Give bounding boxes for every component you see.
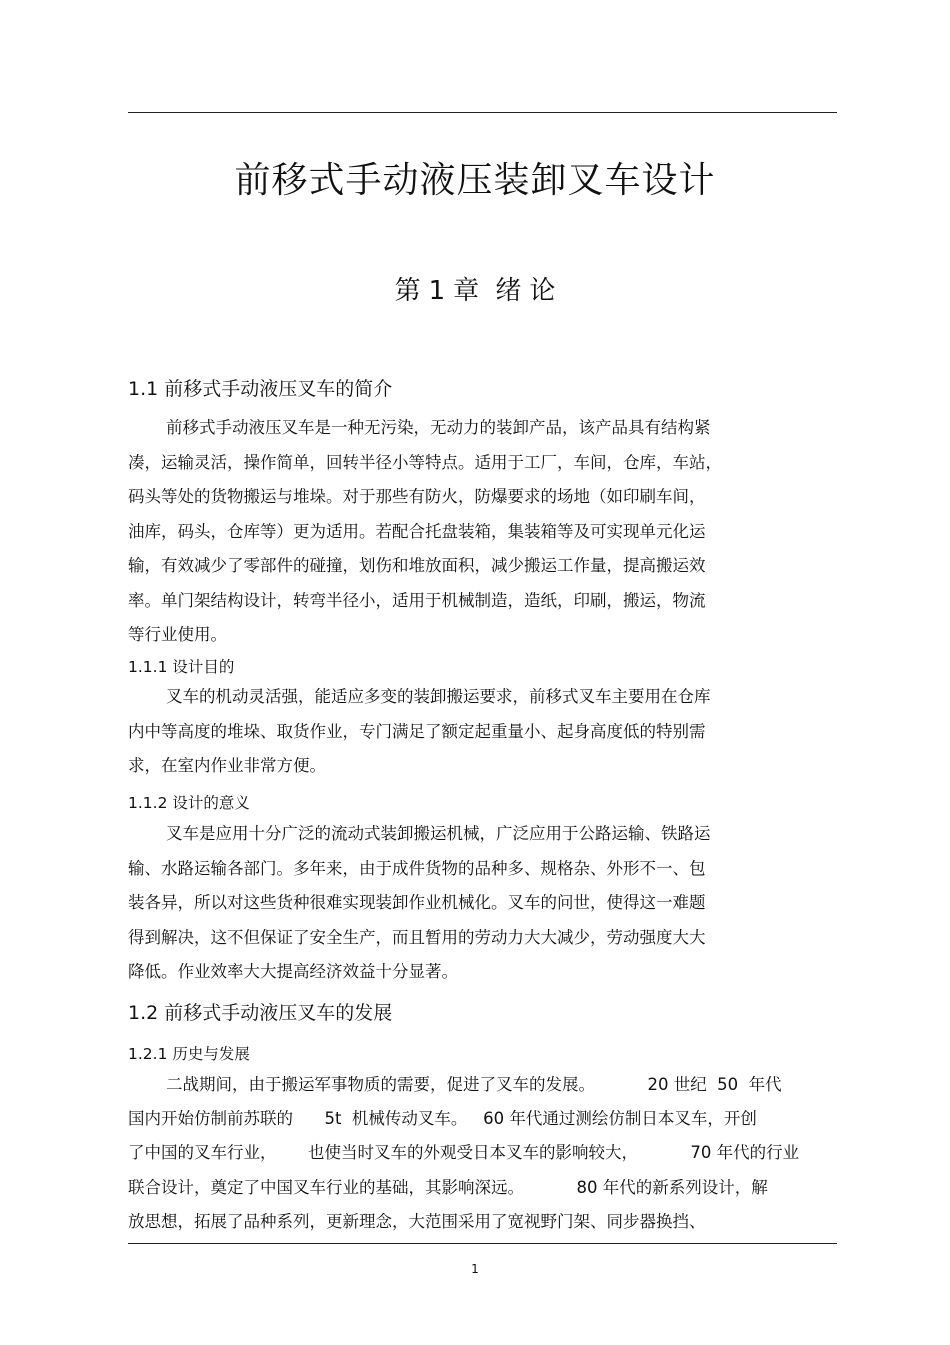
section-heading-1-1: 1.1 前移式手动液压叉车的简介 — [128, 378, 393, 400]
text-line: 了中国的叉车行业， 也使当时叉车的外观受日本叉车的影响较大， 70 年代的行业 — [128, 1143, 800, 1163]
text-line: 求，在室内作业非常方便。 — [128, 756, 326, 775]
text-line: 率。单门架结构设计，转弯半径小，适用于机械制造，造纸，印刷，搬运，物流 — [128, 590, 706, 610]
section-paragraph-1-1 — [128, 411, 768, 653]
chapter-number: 1 — [428, 276, 446, 306]
text-line: 降低。作业效率大大提高经济效益十分显著。 — [128, 962, 458, 981]
chapter-name-2: 论 — [529, 276, 556, 306]
footer-rule — [128, 1243, 837, 1244]
text-line: 二战期间，由于搬运军事物质的需要，促进了叉车的发展。 20 世纪 50 年代 — [166, 1075, 782, 1094]
text-line: 装各异，所以对这些货种很难实现装卸作业机械化。叉车的问世，使得这一难题 — [128, 893, 706, 912]
header-rule — [128, 112, 837, 113]
text-line: 输，有效减少了零部件的碰撞，划伤和堆放面积，减少搬运工作量，提高搬运效 — [128, 556, 706, 575]
section-heading-1-2: 1.2 前移式手动液压叉车的发展 — [128, 1002, 393, 1024]
text-line: 叉车是应用十分广泛的流动式装卸搬运机械，广泛应用于公路运输、铁路运 — [166, 824, 711, 843]
document-title: 前移式手动液压装卸叉车设计 — [234, 160, 716, 201]
text-line: 内中等高度的堆垛、取货作业，专门满足了额定起重量小、起身高度低的特别需 — [128, 721, 706, 741]
section-paragraph-1-2-1 — [128, 1068, 838, 1239]
text-line: 叉车的机动灵活强，能适应多变的装卸搬运要求，前移式叉车主要用在仓库 — [166, 687, 711, 706]
section-heading-1-1-2: 1.1.2 设计的意义 — [128, 794, 250, 812]
text-line: 凑，运输灵活，操作简单，回转半径小等特点。适用于工厂，车间，仓库，车站， — [128, 452, 722, 472]
page-number: 1 — [471, 1262, 479, 1276]
text-line: 国内开始仿制前苏联的 5t 机械传动叉车。 60 年代通过测绘仿制日本叉车，开创 — [128, 1109, 757, 1129]
section-paragraph-1-1-1 — [128, 680, 768, 784]
text-line: 等行业使用。 — [128, 625, 227, 644]
text-line: 放思想，拓展了品种系列，更新理念，大范围采用了宽视野门架、同步器换挡、 — [128, 1211, 706, 1231]
text-line: 码头等处的货物搬运与堆垛。对于那些有防火，防爆要求的场地（如印刷车间， — [128, 487, 706, 506]
text-line: 输、水路运输各部门。多年来，由于成件货物的品种多、规格杂、外形不一、包 — [128, 858, 706, 878]
text-line: 得到解决，这不但保证了安全生产，而且暂用的劳动力大大减少，劳动强度大大 — [128, 927, 706, 947]
chapter-label: 第 — [394, 276, 421, 306]
section-heading-1-1-1: 1.1.1 设计目的 — [128, 658, 235, 676]
section-paragraph-1-1-2 — [128, 817, 768, 990]
text-line: 油库，码头，仓库等）更为适用。若配合托盘装箱，集装箱等及可实现单元化运 — [128, 521, 706, 541]
chapter-heading — [0, 270, 950, 307]
chapter-name-1: 绪 — [495, 276, 522, 306]
text-line: 前移式手动液压叉车是一种无污染，无动力的装卸产品，该产品具有结构紧 — [166, 418, 711, 437]
section-heading-1-2-1: 1.2.1 历史与发展 — [128, 1045, 250, 1063]
text-line: 联合设计，奠定了中国叉车行业的基础，其影响深远。 80 年代的新系列设计，解 — [128, 1177, 768, 1197]
chapter-unit: 章 — [453, 276, 480, 306]
